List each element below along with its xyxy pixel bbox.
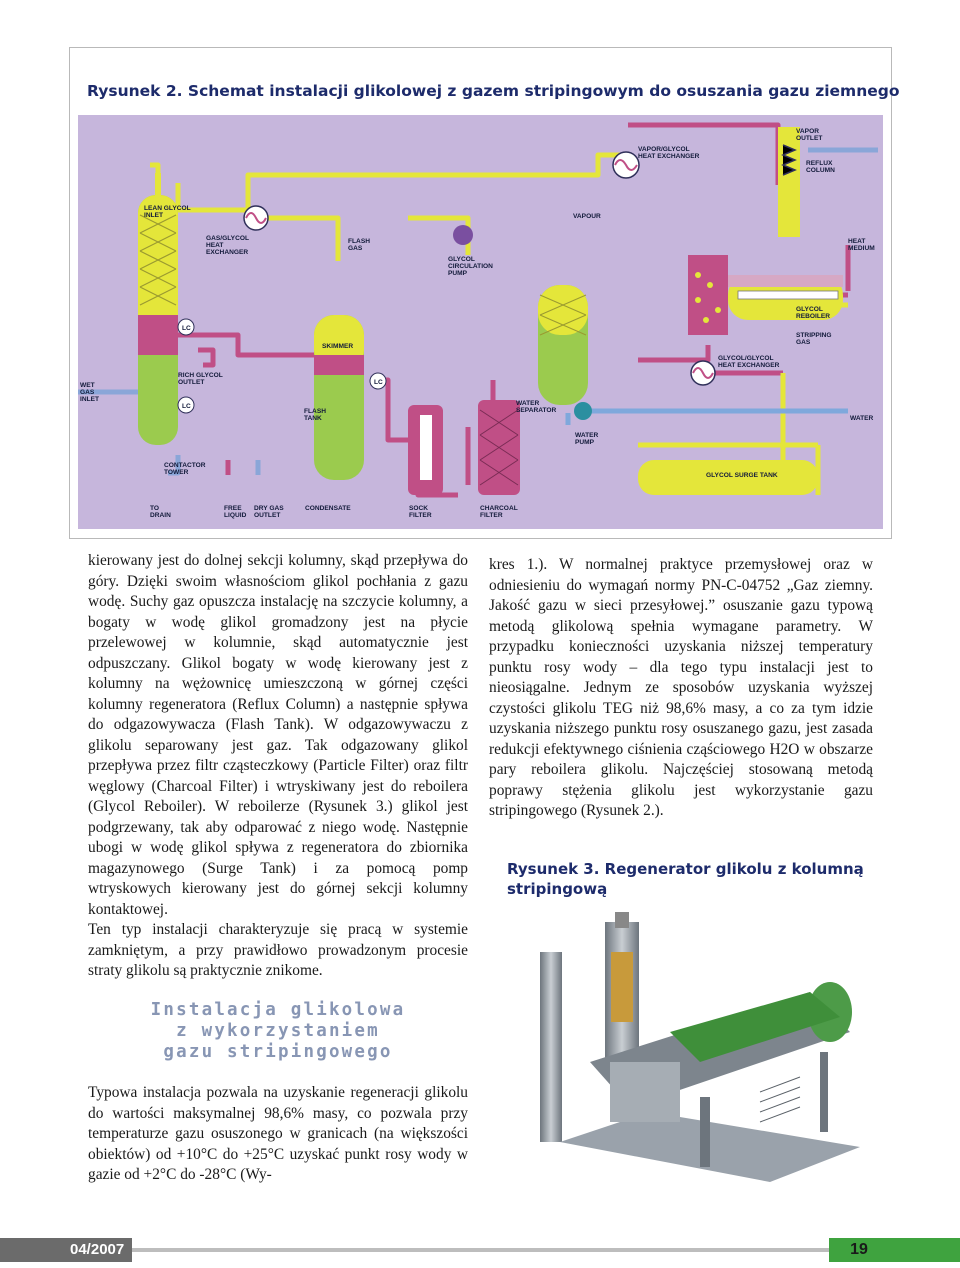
svg-text:DRAIN: DRAIN — [150, 512, 171, 519]
svg-text:SOCK: SOCK — [409, 505, 429, 512]
svg-text:GAS: GAS — [80, 389, 95, 396]
svg-text:INLET: INLET — [144, 212, 164, 219]
heading-line-3: gazu stripingowego — [163, 1042, 393, 1062]
svg-text:TOWER: TOWER — [164, 469, 189, 476]
paragraph-1: kierowany jest do dolnej sekcji kolumny, skąd przepływa do góry. Dzięki swoim własnościom glikol pochłania z gazu wodę. Suchy gaz opuszcza instalację na szczycie kolumny, a bogaty w wodę glikol gromadzony jest na płycie przelewowej w kolumnie, skąd automatycznie jest odpuszczany. Glikol bogaty w wodę kierowany jest z kolumny na wężownicę umieszczoną w górnej części kolumny regeneratora (Reflux Column) a następnie spływa do odgazowywacza (Flash Tank). W odgazowywaczu z glikolu separowany jest gaz. Tak odgazowany glikol przepływa przez filtr cząsteczkowy (Particle Filter) oraz filtr węglowy (Charcoal Filter) i wtryskiwany jest do reboilera (Glycol Reboiler). W reboilerze (Rysunek 3.) glikol jest podgrzewany, tak aby odparować z niego wodę. Następnie ubogi w wodę glikol spływa z regeneratora do zbiornika magazynowego (Surge Tank) i za pomocą pomp wtryskowych kierowany jest do górnej sekcji kolumny kontaktowej. — [88, 552, 468, 918]
page-number: 19 — [850, 1241, 868, 1258]
glycol-regenerator-illustration — [520, 912, 870, 1212]
svg-text:LEAN GLYCOL: LEAN GLYCOL — [144, 205, 191, 212]
svg-text:REBOILER: REBOILER — [796, 313, 831, 320]
paragraph-right: kres 1.). W normalnej praktyce przemysłowej oraz w odniesieniu do wymagań normy PN-C-04752 „Gaz ziemny. Jakość gazu w sieci przesyłowej.” osuszanie gazu typową metodą glikolową spełnia wymagane parametry. W przypadku konieczności uzyskania niższej temperatury punktu rosy wody – dla tego typu instalacji jest to nieosiągalne. Jednym ze sposobów uzyskania wyższej czystości glikolu TEG niż 98,6% masy, a co za tym idzie uzyskania niższego punktu rosy osuszanego gazu, jest zasada redukcji efektywnego ciśnienia cząściowego H2O w obszarze pary reboilera glikolu. Najczęściej stosowaną metodą poprawy stężenia glikolu jest wykorzystanie gazu stripingowego (Rysunek 2.). — [489, 556, 873, 819]
svg-text:GAS/GLYCOL: GAS/GLYCOL — [206, 235, 249, 242]
svg-text:SKIMMER: SKIMMER — [322, 343, 354, 350]
svg-text:FLASH: FLASH — [304, 408, 326, 415]
svg-text:PUMP: PUMP — [575, 439, 595, 446]
figure-2-caption: Rysunek 2. Schemat instalacji glikolowej z gazem stripingowym do osuszania gazu ziemnego — [87, 82, 900, 100]
svg-text:HEAT EXCHANGER: HEAT EXCHANGER — [638, 153, 700, 160]
svg-text:TO: TO — [150, 505, 160, 512]
svg-text:INLET: INLET — [80, 396, 100, 403]
svg-text:LC: LC — [374, 379, 383, 386]
svg-text:OUTLET: OUTLET — [178, 379, 205, 386]
heading-line-2: z wykorzystaniem — [176, 1021, 380, 1041]
svg-text:OUTLET: OUTLET — [254, 512, 281, 519]
svg-text:FILTER: FILTER — [409, 512, 432, 519]
svg-text:GLYCOL: GLYCOL — [448, 256, 475, 263]
svg-text:GLYCOL/GLYCOL: GLYCOL/GLYCOL — [718, 355, 774, 362]
svg-text:REFLUX: REFLUX — [806, 160, 833, 167]
svg-text:OUTLET: OUTLET — [796, 135, 823, 142]
svg-text:COLUMN: COLUMN — [806, 167, 835, 174]
svg-text:HEAT EXCHANGER: HEAT EXCHANGER — [718, 362, 780, 369]
paragraph-2: Ten typ instalacji charakteryzuje się pracą w systemie zamkniętym, a przy prawidłowo prowadzonym procesie straty glikolu są praktycznie znikome. — [88, 921, 468, 979]
svg-text:VAPOUR: VAPOUR — [573, 213, 601, 220]
svg-text:WATER: WATER — [575, 432, 599, 439]
svg-text:SEPARATOR: SEPARATOR — [516, 407, 557, 414]
svg-text:LC: LC — [182, 325, 191, 332]
section-heading — [118, 1000, 438, 1063]
svg-text:HEAT: HEAT — [848, 238, 866, 245]
footer-divider — [132, 1248, 829, 1252]
svg-text:WET: WET — [80, 382, 95, 389]
svg-text:FLASH: FLASH — [348, 238, 370, 245]
svg-text:FREE: FREE — [224, 505, 242, 512]
article-text-left — [88, 551, 468, 982]
svg-text:LIQUID: LIQUID — [224, 512, 247, 519]
footer-issue: 04/2007 — [70, 1241, 125, 1258]
svg-text:GAS: GAS — [348, 245, 363, 252]
paragraph-3: Typowa instalacja pozwala na uzyskanie regeneracji glikolu do wartości maksymalnej 98,6% masy, co pozwala przy temperaturze gazu osuszonego w granicach (na większości obiektów) od +10°C do +25°C uzyskać punkt rosy wody w gazie od +2°C do -28°C (Wy- — [88, 1084, 468, 1183]
svg-text:GLYCOL SURGE TANK: GLYCOL SURGE TANK — [706, 472, 778, 479]
svg-text:LC: LC — [182, 403, 191, 410]
svg-text:CONTACTOR: CONTACTOR — [164, 462, 206, 469]
svg-text:VAPOR: VAPOR — [796, 128, 819, 135]
svg-text:CHARCOAL: CHARCOAL — [480, 505, 518, 512]
article-text-left-2 — [88, 1083, 468, 1186]
svg-text:FILTER: FILTER — [480, 512, 503, 519]
svg-text:WATER: WATER — [516, 400, 540, 407]
svg-text:PUMP: PUMP — [448, 270, 468, 277]
svg-text:GAS: GAS — [796, 339, 811, 346]
svg-text:WATER: WATER — [850, 415, 874, 422]
svg-text:MEDIUM: MEDIUM — [848, 245, 875, 252]
svg-text:EXCHANGER: EXCHANGER — [206, 249, 249, 256]
svg-text:VAPOR/GLYCOL: VAPOR/GLYCOL — [638, 146, 690, 153]
heading-line-1: Instalacja glikolowa — [150, 1000, 406, 1020]
svg-text:HEAT: HEAT — [206, 242, 224, 249]
svg-text:DRY GAS: DRY GAS — [254, 505, 284, 512]
svg-text:CIRCULATION: CIRCULATION — [448, 263, 493, 270]
svg-text:GLYCOL: GLYCOL — [796, 306, 823, 313]
article-text-right — [489, 555, 873, 822]
svg-text:TANK: TANK — [304, 415, 322, 422]
svg-text:CONDENSATE: CONDENSATE — [305, 505, 351, 512]
glycol-installation-diagram — [78, 115, 883, 529]
svg-text:STRIPPING: STRIPPING — [796, 332, 832, 339]
svg-text:RICH GLYCOL: RICH GLYCOL — [178, 372, 223, 379]
figure-3-caption: Rysunek 3. Regenerator glikolu z kolumną stripingową — [507, 860, 864, 898]
